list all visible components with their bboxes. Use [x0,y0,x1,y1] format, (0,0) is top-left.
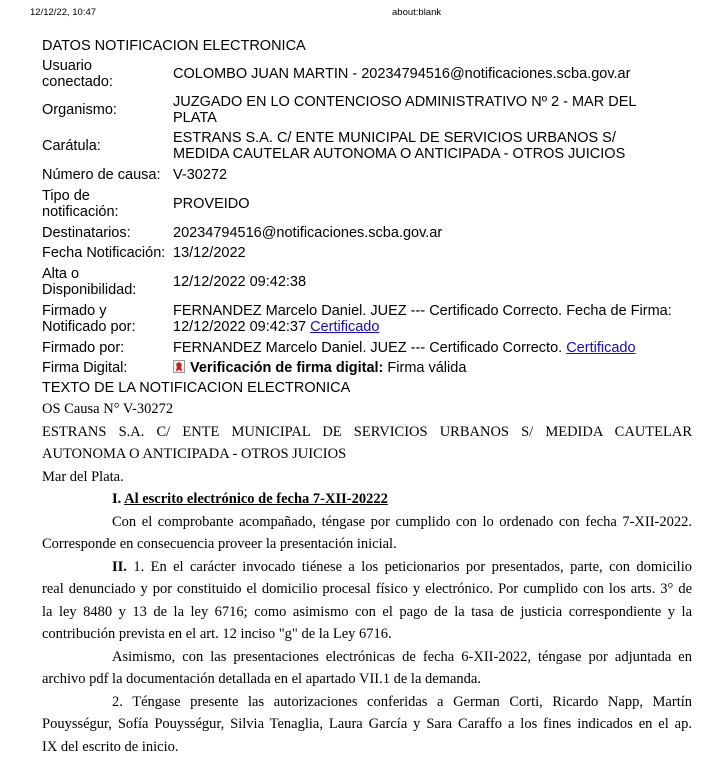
texto-title: TEXTO DE LA NOTIFICACION ELECTRONICA [42,378,692,398]
os-causa: OS Causa N° V-30272 [42,398,692,421]
row-usuario [42,56,692,92]
label-firma-digital: Firma Digital: [42,358,173,378]
pdf-signature-icon [173,360,185,373]
p2-line-3: la ley 8480 y 13 de la ley 6716; como asimismo con el pago de la tasa de justicia correspondiente y la [42,601,692,624]
label-caratula: Carátula: [42,128,173,164]
label-numero-causa: Número de causa: [42,164,173,186]
row-numero-causa [42,164,692,186]
section-heading-1: I. Al escrito electrónico de fecha 7-XII-20222 [42,488,692,511]
certificado-link-2[interactable]: Certificado [566,340,635,356]
p4-line-3: IX del escrito de inicio. [42,736,692,758]
value-tipo-notificacion: PROVEIDO [173,186,692,222]
row-fecha-notificacion [42,243,692,263]
value-organismo: JUZGADO EN LO CONTENCIOSO ADMINISTRATIVO Nº 2 - MAR DEL PLATA [173,92,692,128]
print-timestamp: 12/12/22, 10:47 [30,7,96,18]
print-url: about:blank [392,7,441,18]
label-firmado-notificado: Firmado y Notificado por: [42,301,173,337]
label-usuario: Usuario conectado: [42,56,173,92]
p1-line-1: Con el comprobante acompañado, téngase por cumplido con lo ordenado con fecha 7-XII-2022. [42,511,692,534]
p2-line-4: contribución prevista en el art. 12 inciso "g" de la Ley 6716. [42,623,692,646]
row-alta-disponibilidad [42,263,692,301]
row-firmado-notificado [42,301,692,337]
row-tipo-notificacion [42,186,692,222]
label-fecha-notificacion: Fecha Notificación: [42,243,173,263]
document-content [42,36,692,758]
print-header [0,7,720,21]
row-firmado-por [42,337,692,358]
notification-body [42,398,692,758]
label-tipo-notificacion: Tipo de notificación: [42,186,173,222]
row-firma-digital [42,358,692,378]
p2-line-1: II. 1. En el carácter invocado tiénese a los peticionarios por presentados, parte, con domicilio [42,556,692,579]
label-destinatarios: Destinatarios: [42,222,173,243]
value-fecha-notificacion: 13/12/2022 [173,243,692,263]
p3-line-2: archivo pdf la documentación detallada en el apartado VII.1 de la demanda. [42,668,692,691]
p2-line-2: real denunciado y por constituido el domicilio procesal físico y electrónico. Por cumplido con los arts. 3° de [42,578,692,601]
label-organismo: Organismo: [42,92,173,128]
caratula-line-2: AUTONOMA O ANTICIPADA - OTROS JUICIOS [42,443,692,466]
caratula-line-1: ESTRANS S.A. C/ ENTE MUNICIPAL DE SERVICIOS URBANOS S/ MEDIDA CAUTELAR [42,421,692,444]
value-numero-causa: V-30272 [173,164,692,186]
p1-line-2: Corresponde en consecuencia proveer la presentación inicial. [42,533,692,556]
datos-title: DATOS NOTIFICACION ELECTRONICA [42,36,692,56]
value-alta-disponibilidad: 12/12/2022 09:42:38 [173,263,692,301]
metadata-table [42,56,692,378]
value-firmado-notificado: FERNANDEZ Marcelo Daniel. JUEZ --- Certificado Correcto. Fecha de Firma: 12/12/2022 09:42:37 Certificado [173,301,692,337]
value-caratula: ESTRANS S.A. C/ ENTE MUNICIPAL DE SERVICIOS URBANOS S/ MEDIDA CAUTELAR AUTONOMA O ANTICIPADA - OTROS JUICIOS [173,128,692,164]
label-alta-disponibilidad: Alta o Disponibilidad: [42,263,173,301]
value-firma-digital: Verificación de firma digital: Firma válida [173,358,692,378]
p4-line-2: Pouysségur, Sofía Pouysségur, Silvia Tenaglia, Laura García y Sara Caraffo a los fines indicados en el ap. [42,713,692,736]
value-usuario: COLOMBO JUAN MARTIN - 20234794516@notificaciones.scba.gov.ar [173,56,692,92]
label-firmado-por: Firmado por: [42,337,173,358]
p4-line-1: 2. Téngase presente las autorizaciones conferidas a German Corti, Ricardo Napp, Martín [42,691,692,714]
row-caratula [42,128,692,164]
certificado-link-1[interactable]: Certificado [310,319,379,335]
row-destinatarios [42,222,692,243]
value-firmado-por: FERNANDEZ Marcelo Daniel. JUEZ --- Certificado Correcto. Certificado [173,337,692,358]
p3-line-1: Asimismo, con las presentaciones electrónicas de fecha 6-XII-2022, téngase por adjuntada en [42,646,692,669]
lugar: Mar del Plata. [42,466,692,489]
row-organismo [42,92,692,128]
value-destinatarios: 20234794516@notificaciones.scba.gov.ar [173,222,692,243]
